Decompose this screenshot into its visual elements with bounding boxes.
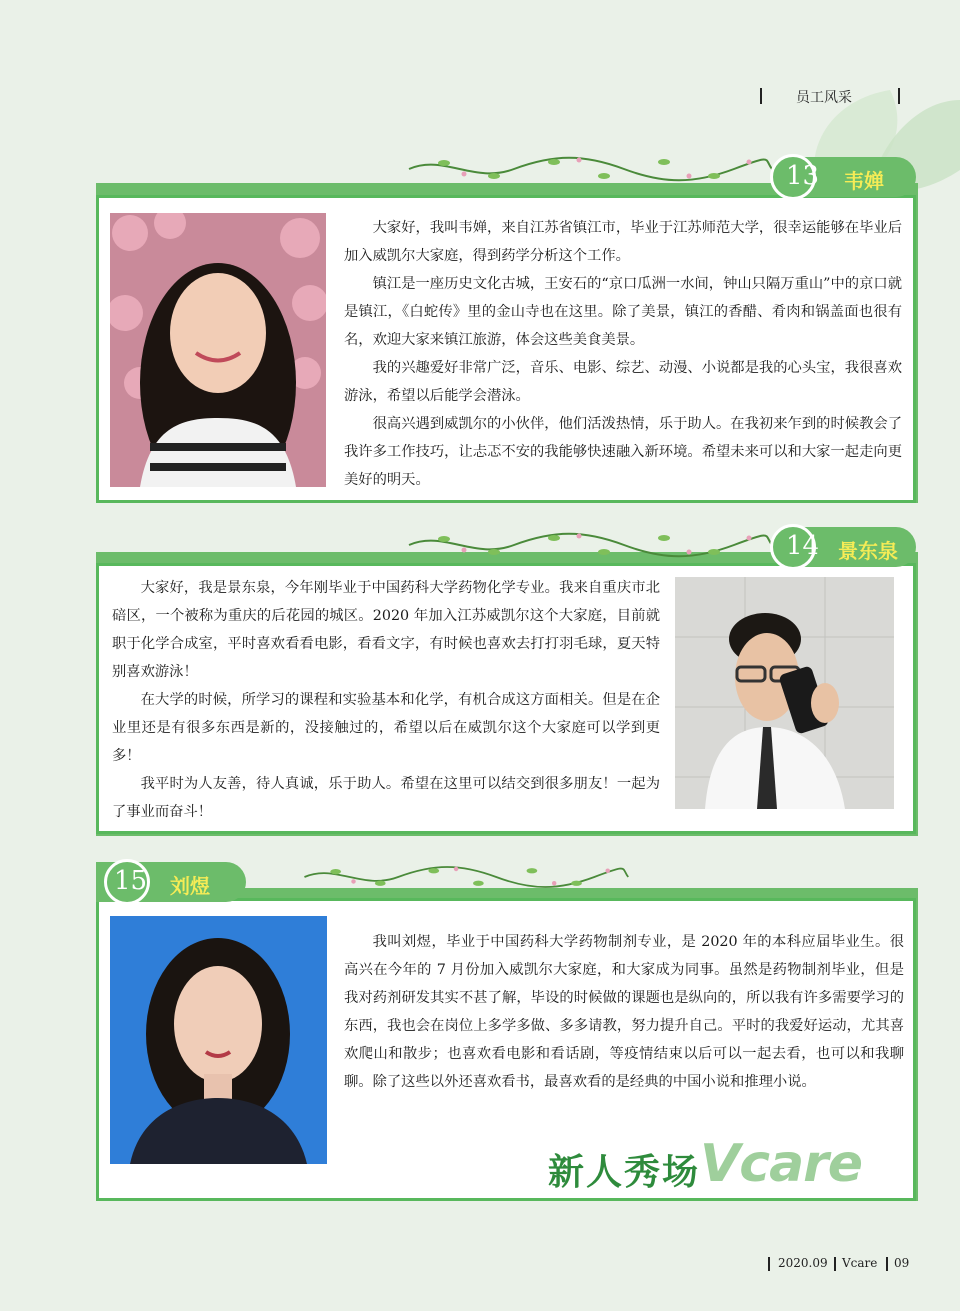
bio-paragraph: 我平时为人友善，待人真诚，乐于助人。希望在这里可以结交到很多朋友！一起为了事业而奋斗！ (112, 776, 660, 820)
profile-number: 14 (786, 531, 820, 561)
profile-bio-13 (344, 214, 902, 494)
bio-paragraph: 很高兴遇到威凯尔的小伙伴，他们活泼热情，乐于助人。在我初来乍到的时候教会了我许多工作技巧，让忐忑不安的我能够快速融入新环境。希望未来可以和大家一起走向更美好的明天。 (344, 416, 902, 488)
page-footer (768, 1256, 928, 1274)
footer-divider (834, 1257, 836, 1271)
header-divider (898, 88, 900, 104)
profile-name: 景东泉 (838, 539, 898, 563)
vine-decoration-icon (404, 154, 774, 184)
bio-paragraph: 大家好，我叫韦婵，来自江苏省镇江市，毕业于江苏师范大学，很幸运能够在毕业后加入威凯尔大家庭，得到药学分析这个工作。 (344, 220, 902, 264)
header-divider (760, 88, 762, 104)
bio-paragraph: 在大学的时候，所学习的课程和实验基本和化学，有机合成这方面相关。但是在企业里还是有很多东西是新的，没接触过的，希望以后在威凯尔这个大家庭可以学到更多！ (112, 692, 660, 764)
brand-title: 新人秀场 (548, 1151, 701, 1193)
profile-photo-15 (110, 916, 327, 1164)
bio-paragraph: 我的兴趣爱好非常广泛，音乐、电影、综艺、动漫、小说都是我的心头宝，我很喜欢游泳，希望以后能学会潜泳。 (344, 360, 902, 404)
profile-number: 15 (114, 866, 148, 896)
vine-decoration-icon (300, 862, 630, 892)
profile-bio-15 (344, 928, 904, 1096)
profile-number: 13 (786, 161, 820, 191)
issue-date: 2020.09 (778, 1256, 828, 1270)
bio-paragraph: 我叫刘煜，毕业于中国药科大学药物制剂专业，是 2020 年的本科应届毕业生。很高兴在今年的 7 月份加入威凯尔大家庭，和大家成为同事。虽然是药物制剂毕业，但是我对药剂研发其实不甚了解，毕设的时候做的课题也是纵向的，所以我有许多需要学习的东西，我也会在岗位上多学多做、多多请教，努力提升自己。平时的我爱好运动，尤其喜欢爬山和散步；也喜欢看电影和看话剧，等疫情结束以后可以一起去看，也可以和我聊聊。除了这些以外还喜欢看书，最喜欢看的是经典的中国小说和推理小说。 (344, 934, 904, 1090)
profile-tag-13 (776, 157, 916, 197)
magazine-name: Vcare (842, 1256, 878, 1270)
profile-name: 刘煜 (170, 874, 210, 898)
profile-bio-14 (112, 574, 660, 826)
bio-paragraph: 镇江是一座历史文化古城，王安石的“京口瓜洲一水间，钟山只隔万重山”中的京口就是镇江，《白蛇传》里的金山寺也在这里。除了美景，镇江的香醋、肴肉和锅盖面也很有名，欢迎大家来镇江旅游，体会这些美食美景。 (344, 276, 902, 348)
bio-paragraph: 大家好，我是景东泉，今年刚毕业于中国药科大学药物化学专业。我来自重庆市北碚区，一个被称为重庆的后花园的城区。2020 年加入江苏威凯尔这个大家庭，目前就职于化学合成室，平时喜欢看看电影，看看文字，有时候也喜欢去打打羽毛球，夏天特别喜欢游泳！ (112, 580, 660, 680)
profile-name: 韦婵 (844, 169, 884, 193)
profile-photo-14 (675, 577, 894, 809)
brand-logo (548, 1134, 910, 1194)
section-header (752, 86, 912, 108)
vcare-logo: Vcare (700, 1134, 863, 1194)
profile-tag-15 (96, 862, 246, 902)
section-title: 员工风采 (796, 90, 852, 106)
footer-divider (768, 1257, 770, 1271)
profile-photo-13 (110, 213, 326, 487)
footer-divider (886, 1257, 888, 1271)
profile-tag-14 (776, 527, 916, 567)
page-number: 09 (894, 1256, 910, 1270)
vine-decoration-icon (404, 530, 774, 560)
